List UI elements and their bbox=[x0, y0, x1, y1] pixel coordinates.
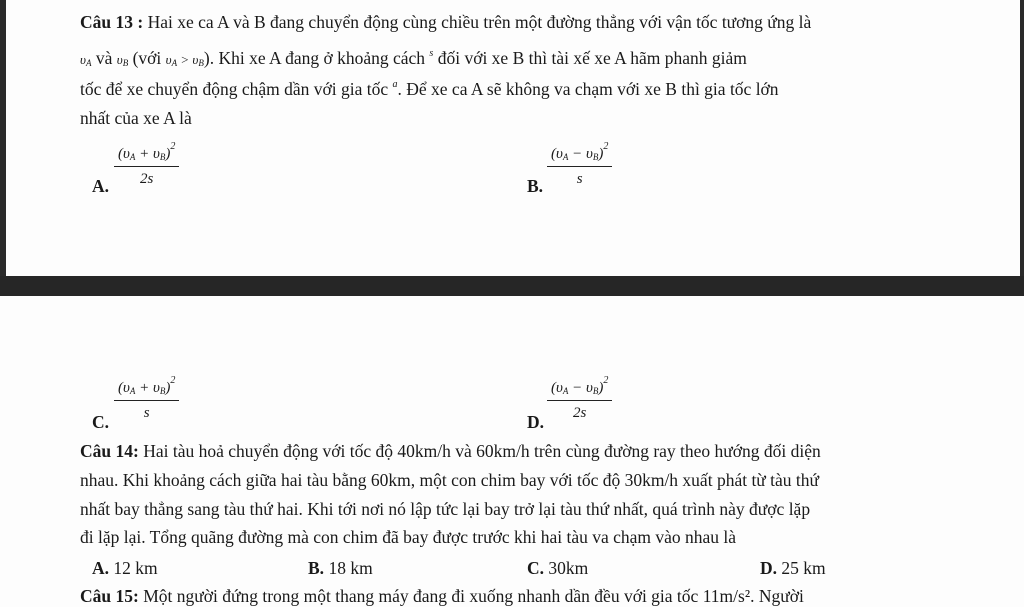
q13-option-c-numerator: $(\upsilon_A + \upsilon_B)^2$ bbox=[114, 375, 179, 401]
q14-line-2 bbox=[80, 470, 819, 491]
q13-text-1: Hai xe ca A và B đang chuyển động cùng chiều trên một đường thẳng với vận tốc tương ứng là bbox=[147, 12, 812, 32]
q14-option-d-label: D. bbox=[760, 558, 778, 578]
q13-option-c-denominator: s bbox=[143, 405, 150, 421]
q13-option-c-formula bbox=[114, 375, 179, 422]
q13-option-b-formula bbox=[547, 141, 612, 188]
page-edge-right bbox=[1020, 0, 1024, 276]
screen-divider-band bbox=[0, 276, 1024, 296]
q13-text-2d: đối với xe B thì tài xế xe A hãm phanh giảm bbox=[437, 48, 747, 68]
q13-line-4 bbox=[80, 108, 192, 129]
q13-text-2b: (với bbox=[132, 48, 162, 68]
var-s: s bbox=[429, 48, 434, 59]
q14-option-c-text: 30km bbox=[548, 558, 589, 578]
q13-option-b-numerator: $(\upsilon_A - \upsilon_B)^2$ bbox=[547, 141, 612, 167]
q14-line-1 bbox=[80, 441, 821, 462]
q13-option-c-label: C. bbox=[92, 412, 110, 432]
q13-line-3 bbox=[80, 79, 779, 100]
q13-option-d-numerator: $(\upsilon_A - \upsilon_B)^2$ bbox=[547, 375, 612, 401]
q13-text-2c: ). Khi xe A đang ở khoảng cách bbox=[203, 48, 426, 68]
q14-option-b-text: 18 km bbox=[328, 558, 373, 578]
var-a: a bbox=[392, 79, 398, 90]
q13-label: Câu 13 : bbox=[80, 12, 144, 32]
q13-option-b-label: B. bbox=[527, 176, 544, 196]
q13-option-d-denominator: 2s bbox=[573, 405, 587, 421]
inequality-vA-gt-vB: $\upsilon_A > \upsilon_B$ bbox=[165, 52, 204, 68]
q14-option-b-label: B. bbox=[308, 558, 325, 578]
q13-option-d-formula bbox=[547, 375, 612, 422]
q14-text-3: nhất bay thẳng sang tàu thứ hai. Khi tới nơi nó lập tức lại bay trở lại tàu thứ nhất, quá trình này được lặp bbox=[80, 499, 811, 519]
q14-text-4: đi lặp lại. Tổng quãng đường mà con chim đã bay được trước khi hai tàu va chạm vào nhau là bbox=[80, 527, 737, 547]
q14-option-c-label: C. bbox=[527, 558, 545, 578]
q14-option-d bbox=[760, 558, 826, 579]
q13-option-d-label: D. bbox=[527, 412, 545, 432]
q14-option-a bbox=[92, 558, 158, 579]
q13-line-2 bbox=[80, 48, 747, 69]
q13-text-2a: và bbox=[95, 48, 113, 68]
q13-option-a-formula bbox=[114, 141, 179, 188]
q15-text: Một người đứng trong một thang máy đang đi xuống nhanh dần đều với gia tốc 11m/s². Người bbox=[143, 586, 804, 606]
q13-option-b-denominator: s bbox=[576, 171, 583, 187]
q13-option-a-numerator: $(\upsilon_A + \upsilon_B)^2$ bbox=[114, 141, 179, 167]
q13-text-3a: tốc để xe chuyển động chậm dần với gia tốc bbox=[80, 79, 389, 99]
q14-option-a-text: 12 km bbox=[113, 558, 158, 578]
q14-line-3 bbox=[80, 499, 810, 520]
q13-option-a-label: A. bbox=[92, 176, 110, 196]
var-vA: $\upsilon_A$ bbox=[80, 52, 92, 68]
q13-text-4: nhất của xe A là bbox=[80, 108, 192, 128]
q14-label: Câu 14: bbox=[80, 441, 139, 461]
q13-text-3b: . Để xe ca A sẽ không va chạm với xe B thì gia tốc lớn bbox=[397, 79, 779, 99]
q15-label: Câu 15: bbox=[80, 586, 139, 606]
q13-line-1 bbox=[80, 12, 811, 33]
q14-option-d-text: 25 km bbox=[781, 558, 826, 578]
q14-text-2: nhau. Khi khoảng cách giữa hai tàu bằng 60km, một con chim bay với tốc độ 30km/h xuất phát từ tàu thứ bbox=[80, 470, 820, 490]
var-vB: $\upsilon_B$ bbox=[116, 52, 129, 68]
q14-option-c bbox=[527, 558, 588, 579]
q14-option-a-label: A. bbox=[92, 558, 110, 578]
q14-option-b bbox=[308, 558, 373, 579]
q14-line-4 bbox=[80, 527, 736, 548]
page-edge-left bbox=[0, 0, 6, 276]
q13-option-a-denominator: 2s bbox=[140, 171, 154, 187]
q14-text-1: Hai tàu hoả chuyển động với tốc độ 40km/h và 60km/h trên cùng đường ray theo hướng đối diện bbox=[143, 441, 821, 461]
